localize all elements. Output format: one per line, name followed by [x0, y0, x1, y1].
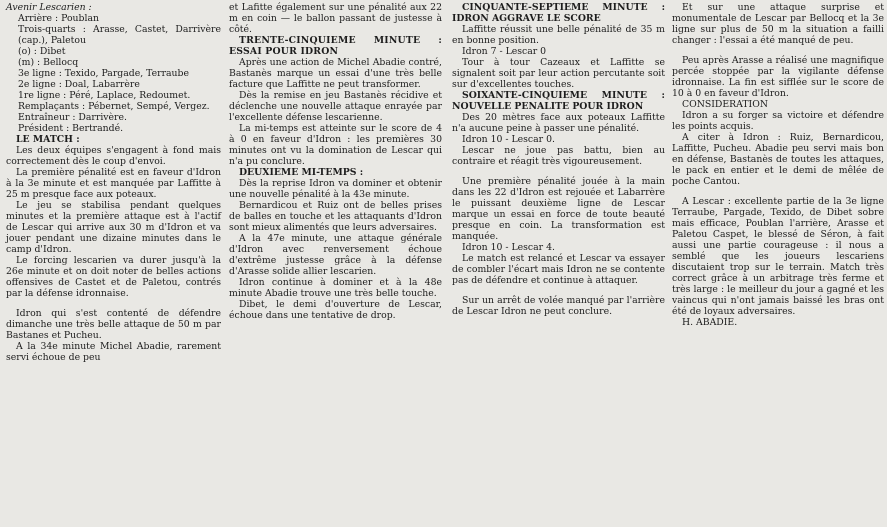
paragraph: Dès la remise en jeu Bastanès récidive et déclenche une nouvelle attaque enrayée par l'excellente défense lescarienne.	[229, 90, 442, 123]
paragraph: A la 34e minute Michel Abadie, rarement servi échoue de peu	[6, 341, 221, 363]
score-line: Idron 10 - Lescar 4.	[462, 242, 555, 253]
section-heading: DEUXIEME MI-TEMPS :	[239, 167, 364, 178]
score-line: Idron 10 - Lescar 0.	[462, 134, 555, 145]
paragraph: Idron a su forger sa victoire et défendre les points acquis.	[672, 110, 884, 132]
paragraph: A Lescar : excellente partie de la 3e ligne Terraube, Pargade, Texido, de Dibet sobre mais efficace, Poublan l'arrière, Arasse et Paletou Caspet, le blessé de Séron, à fait aussi une partie courageuse : il nous a semblé que les joueurs lescariens discutaient trop sur le terrain. Match très correct grâce à un arbitrage très ferme et très large : le meilleur du jour a gagné et les vaincus qui n'ont jamais baissé les bras ont été de loyaux adversaires.	[672, 196, 884, 317]
paragraph: A la 47e minute, une attaque générale d'Idron avec renversement échoue d'extrême justesse grâce à la défense d'Arasse solide allier lescarien.	[229, 233, 442, 277]
paragraph: Et sur une attaque surprise et monumentale de Lescar par Bellocq et la 3e ligne sur plus de 50 m la situation a failli changer : l'essai a été manqué de peu.	[672, 2, 884, 46]
column-2	[229, 2, 442, 321]
paragraph: Une première pénalité jouée à la main dans les 22 d'Idron est rejouée et Labarrère le puissant deuxième ligne de Lescar marque un essai en force de toute beauté presque en coin. La transformation est manquée.	[452, 176, 665, 242]
lineup-line: 1re ligne : Péré, Laplace, Redoumet.	[18, 90, 191, 101]
lineup-line: Arrière : Poublan	[18, 13, 99, 24]
lineup-line: Président : Bertrandé.	[18, 123, 124, 134]
paragraph: Bernardicou et Ruiz ont de belles prises de balles en touche et les attaquants d'Idron sont mieux alimentés que leurs adversaires.	[229, 200, 442, 233]
lineup-line: Entraîneur : Darrivère.	[18, 112, 127, 123]
paragraph: Lescar ne joue pas battu, bien au contraire et réagit très vigoureusement.	[452, 145, 665, 167]
section-heading: CINQUANTE-SEPTIEME MINUTE : IDRON AGGRAVE LE SCORE	[452, 2, 665, 24]
lineup-line: 3e ligne : Texido, Pargade, Terraube	[18, 68, 189, 79]
match-heading: LE MATCH :	[16, 134, 80, 145]
paragraph: La première pénalité est en faveur d'Idron à la 3e minute et est manquée par Laffitte à 25 m presque face aux poteaux.	[6, 167, 221, 200]
paragraph: Laffitte réussit une belle pénalité de 35 m en bonne position.	[452, 24, 665, 46]
paragraph: et Lafitte également sur une pénalité aux 22 m en coin — le ballon passant de justesse à côté.	[229, 2, 442, 35]
paragraph: Idron qui s'est contenté de défendre dimanche une très belle attaque de 50 m par Bastanes et Pucheu.	[6, 308, 221, 341]
score-line: Idron 7 - Lescar 0	[462, 46, 547, 57]
column-3	[452, 2, 665, 317]
section-heading: SOIXANTE-CINQUIEME MINUTE : NOUVELLE PENALITE POUR IDRON	[452, 90, 665, 112]
lineup-line: 2e ligne : Doal, Labarrère	[18, 79, 140, 90]
section-heading: CONSIDERATION	[682, 99, 768, 110]
paragraph: Le forcing lescarien va durer jusqu'à la 26e minute et on doit noter de belles actions offensives de Castet et de Paletou, contrés par la défense idronnaise.	[6, 255, 221, 299]
paragraph: Le jeu se stabilisa pendant quelques minutes et la première attaque est à l'actif de Lescar qui arrive aux 30 m d'Idron et va jouer pendant une dizaine minutes dans le camp d'Idron.	[6, 200, 221, 255]
lineup-line: Remplaçants : Pébernet, Sempé, Vergez.	[18, 101, 210, 112]
paragraph: Idron continue à dominer et à la 48e minute Abadie trouve une très belle touche.	[229, 277, 442, 299]
paragraph: Tour à tour Cazeaux et Laffitte se signalent soit par leur action percutante soit sur d'excellentes touches.	[452, 57, 665, 90]
column-4	[672, 2, 884, 328]
paragraph: A citer à Idron : Ruiz, Bernardicou, Laffitte, Pucheu. Abadie peu servi mais bon en défense, Bastanès de toutes les attaques, le pack en entier et le demi de mêlée de poche Cantou.	[672, 132, 884, 187]
lineup-line: (m) : Bellocq	[18, 57, 79, 68]
author-signature: H. ABADIE.	[682, 317, 738, 328]
lineup-line: (o) : Dibet	[18, 46, 66, 57]
paragraph: Sur un arrêt de volée manqué par l'arrière de Lescar Idron ne peut conclure.	[452, 295, 665, 317]
paragraph: Le match est relancé et Lescar va essayer de combler l'écart mais Idron ne se contente pas de défendre et continue à attaquer.	[452, 253, 665, 286]
paragraph: La mi-temps est atteinte sur le score de 4 à 0 en faveur d'Idron : les premières 30 minutes ont vu la domination de Lescar qui n'a pu conclure.	[229, 123, 442, 167]
paragraph: Dès la reprise Idron va dominer et obtenir une nouvelle pénalité à la 43e minute.	[229, 178, 442, 200]
paragraph: Dibet, le demi d'ouverture de Lescar, échoue dans une tentative de drop.	[229, 299, 442, 321]
lineup-list	[6, 13, 221, 134]
team-heading: Avenir Lescarien :	[6, 2, 92, 13]
lineup-line: Trois-quarts : Arasse, Castet, Darrivère (cap.), Paletou	[18, 24, 221, 46]
column-1	[6, 2, 221, 363]
paragraph: Peu après Arasse a réalisé une magnifique percée stoppée par la vigilante défense idronnaise. La fin est sifflée sur le score de 10 à 0 en faveur d'Idron.	[672, 55, 884, 99]
section-heading: TRENTE-CINQUIEME MINUTE : ESSAI POUR IDRON	[229, 35, 442, 57]
paragraph: Après une action de Michel Abadie contré, Bastanès marque un essai d'une très belle facture que Laffitte ne peut transformer.	[229, 57, 442, 90]
paragraph: Des 20 mètres face aux poteaux Laffitte n'a aucune peine à passer une pénalité.	[452, 112, 665, 134]
paragraph: Les deux équipes s'engagent à fond mais correctement dès le coup d'envoi.	[6, 145, 221, 167]
